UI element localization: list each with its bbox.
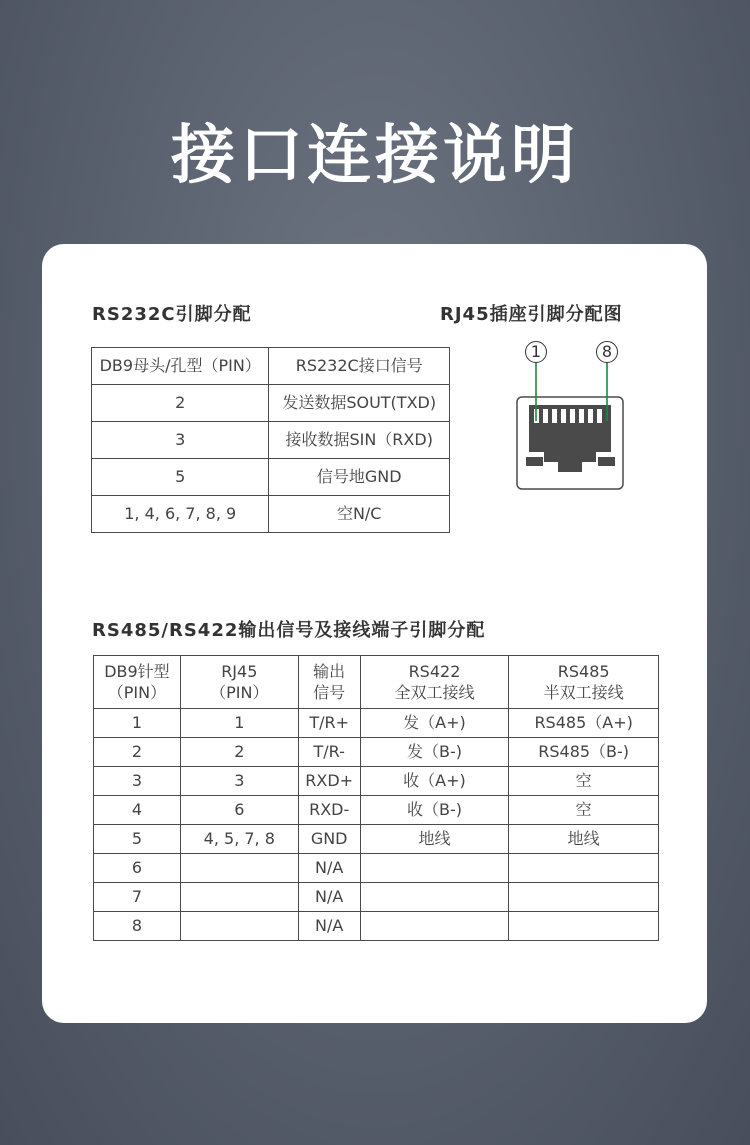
table-header-cell: RS422 全双工接线 (360, 656, 509, 709)
table-cell: 4 (94, 796, 181, 825)
table-cell: 5 (94, 825, 181, 854)
rj45-jack-diagram (512, 341, 632, 493)
table-cell: 6 (94, 854, 181, 883)
table-cell: 信号地GND (269, 459, 450, 496)
table-header-cell: DB9母头/孔型（PIN） (92, 348, 269, 385)
table-cell: 1, 4, 6, 7, 8, 9 (92, 496, 269, 533)
table-cell: RXD+ (298, 767, 360, 796)
table-header-cell: 输出 信号 (298, 656, 360, 709)
table-cell: 2 (180, 738, 298, 767)
table-row (92, 422, 450, 459)
table-cell (509, 854, 659, 883)
page-title: 接口连接说明 (171, 119, 579, 193)
rs232-heading: RS232C引脚分配 (92, 304, 252, 325)
rs485-table (93, 655, 659, 941)
table-row (94, 912, 659, 941)
table-header-row (92, 348, 450, 385)
rs232-table (91, 347, 450, 533)
table-header-cell: RS485 半双工接线 (509, 656, 659, 709)
table-cell: 空 (509, 767, 659, 796)
table-row (92, 496, 450, 533)
table-cell: 1 (94, 709, 181, 738)
table-row (94, 767, 659, 796)
table-cell: 收（B-) (360, 796, 509, 825)
table-cell: N/A (298, 854, 360, 883)
table-cell (180, 854, 298, 883)
rj45-heading: RJ45插座引脚分配图 (440, 304, 623, 325)
table-row (94, 709, 659, 738)
table-cell: 收（A+) (360, 767, 509, 796)
table-cell: N/A (298, 883, 360, 912)
table-cell: 发（A+) (360, 709, 509, 738)
table-cell: GND (298, 825, 360, 854)
pin-8-label: 8 (596, 341, 618, 363)
table-cell (509, 883, 659, 912)
table-cell: 6 (180, 796, 298, 825)
table-cell: 3 (180, 767, 298, 796)
table-row (94, 825, 659, 854)
table-cell: 发（B-) (360, 738, 509, 767)
table-cell: 空 (509, 796, 659, 825)
table-header-cell: RS232C接口信号 (269, 348, 450, 385)
table-cell: 2 (92, 385, 269, 422)
table-row (94, 738, 659, 767)
table-header-cell: RJ45 （PIN） (180, 656, 298, 709)
table-cell: 3 (94, 767, 181, 796)
table-cell (180, 883, 298, 912)
table-cell: 2 (94, 738, 181, 767)
table-cell (360, 883, 509, 912)
rs485-heading: RS485/RS422输出信号及接线端子引脚分配 (92, 620, 486, 641)
table-cell: 5 (92, 459, 269, 496)
table-cell: 1 (180, 709, 298, 738)
table-row (92, 385, 450, 422)
rj45-socket-icon (512, 341, 632, 493)
table-row (92, 459, 450, 496)
table-cell (180, 912, 298, 941)
table-cell (360, 854, 509, 883)
table-cell: T/R- (298, 738, 360, 767)
pin-1-label: 1 (525, 341, 547, 363)
table-cell: 地线 (360, 825, 509, 854)
table-cell (509, 912, 659, 941)
table-cell: 发送数据SOUT(TXD) (269, 385, 450, 422)
table-cell: RS485（B-) (509, 738, 659, 767)
table-row (94, 854, 659, 883)
table-cell: RS485（A+) (509, 709, 659, 738)
table-header-cell: DB9针型 （PIN） (94, 656, 181, 709)
table-header-row (94, 656, 659, 709)
table-cell: 8 (94, 912, 181, 941)
table-cell: 地线 (509, 825, 659, 854)
table-cell: 接收数据SIN（RXD) (269, 422, 450, 459)
table-row (94, 796, 659, 825)
table-row (94, 883, 659, 912)
table-cell: 3 (92, 422, 269, 459)
table-cell: RXD- (298, 796, 360, 825)
table-cell: 空N/C (269, 496, 450, 533)
table-cell: T/R+ (298, 709, 360, 738)
table-cell: 7 (94, 883, 181, 912)
table-cell: N/A (298, 912, 360, 941)
content-card (42, 244, 707, 1023)
table-cell: 4, 5, 7, 8 (180, 825, 298, 854)
table-cell (360, 912, 509, 941)
